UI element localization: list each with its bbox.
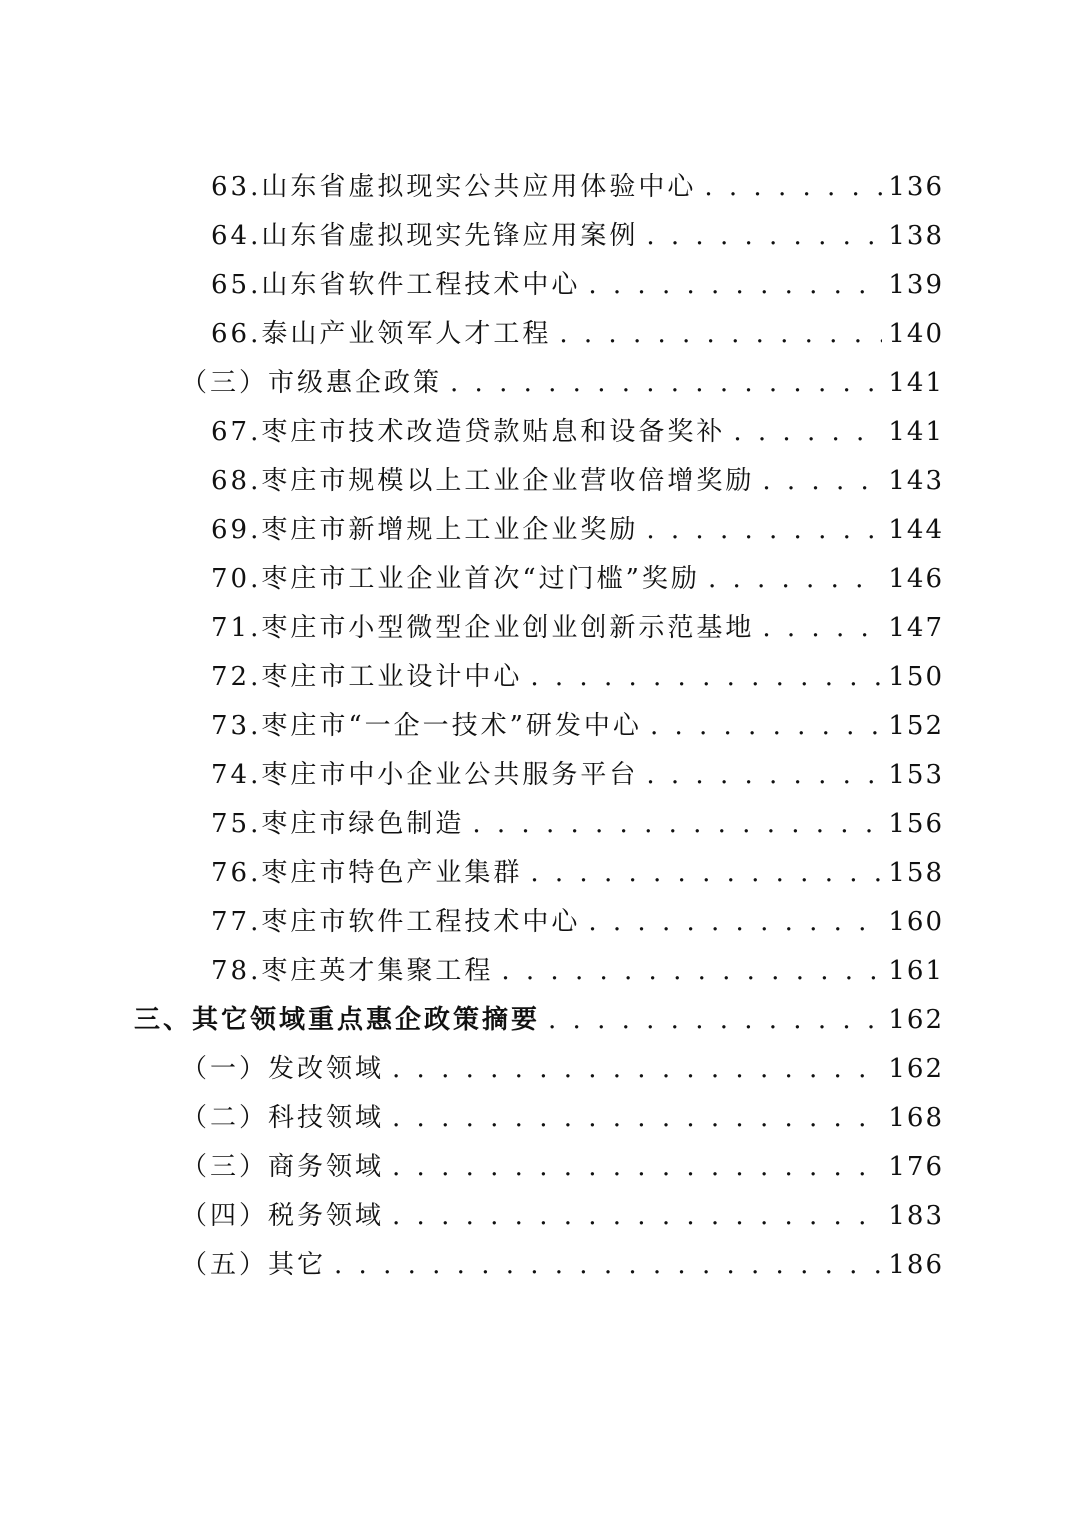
toc-dot-leader: [392, 1143, 882, 1192]
toc-entry[interactable]: [0, 261, 1080, 310]
toc-page-number: 168: [888, 1103, 944, 1133]
toc-entry-title: 63.山东省虚拟现实公共应用体验中心: [211, 172, 697, 202]
toc-dot-leader: [392, 1094, 882, 1143]
toc-entry-title: （五）其它: [181, 1250, 327, 1280]
toc-entry-title: 65.山东省软件工程技术中心: [211, 270, 581, 300]
toc-dot-leader: [588, 898, 882, 947]
toc-page-number: 186: [888, 1250, 944, 1280]
toc-dot-leader: [530, 653, 882, 702]
toc-entry-title: 三、其它领域重点惠企政策摘要: [134, 1005, 541, 1035]
toc-dot-leader: [650, 702, 882, 751]
toc-page-number: 158: [888, 858, 944, 888]
toc-entry-title: 72.枣庄市工业设计中心: [211, 662, 523, 692]
toc-entry[interactable]: [0, 1143, 1080, 1192]
toc-entry-title: 71.枣庄市小型微型企业创业创新示范基地: [211, 613, 755, 643]
toc-dot-leader: [704, 163, 882, 212]
toc-page-number: 136: [888, 172, 944, 202]
toc-entry[interactable]: [0, 947, 1080, 996]
toc-page-number: 176: [888, 1152, 944, 1182]
toc-page-number: 147: [888, 613, 944, 643]
toc-entry[interactable]: [0, 408, 1080, 457]
toc-dot-leader: [762, 604, 882, 653]
toc-page-number: 150: [888, 662, 944, 692]
toc-dot-leader: [334, 1241, 882, 1290]
toc-page-number: 144: [888, 515, 944, 545]
toc-entry-title: （四）税务领域: [181, 1201, 385, 1231]
toc-entry-title: 77.枣庄市软件工程技术中心: [211, 907, 581, 937]
toc-dot-leader: [646, 212, 882, 261]
toc-dot-leader: [392, 1192, 882, 1241]
toc-entry-title: （三）市级惠企政策: [181, 368, 443, 398]
toc-entry[interactable]: [0, 604, 1080, 653]
toc-dot-leader: [588, 261, 882, 310]
toc-entry[interactable]: [0, 163, 1080, 212]
toc-entry[interactable]: [0, 506, 1080, 555]
toc-entry[interactable]: [0, 751, 1080, 800]
toc-entry-title: 64.山东省虚拟现实先锋应用案例: [211, 221, 639, 251]
toc-page-number: 160: [888, 907, 944, 937]
toc-page-number: 162: [888, 1005, 944, 1035]
toc-entry[interactable]: [0, 1241, 1080, 1290]
toc-page-number: 141: [888, 368, 944, 398]
toc-entry[interactable]: [0, 1094, 1080, 1143]
toc-entry-title: 74.枣庄市中小企业公共服务平台: [211, 760, 639, 790]
toc-entry[interactable]: [0, 555, 1080, 604]
toc-dot-leader: [501, 947, 882, 996]
toc-entry[interactable]: [0, 653, 1080, 702]
toc-entry[interactable]: [0, 996, 1080, 1045]
toc-page-number: 183: [888, 1201, 944, 1231]
toc-page-number: 140: [888, 319, 944, 349]
toc-dot-leader: [559, 310, 882, 359]
toc-page-number: 139: [888, 270, 944, 300]
toc-entry[interactable]: [0, 1192, 1080, 1241]
toc-entry-title: 73.枣庄市“一企一技术”研发中心: [211, 711, 642, 741]
toc-entry-title: 68.枣庄市规模以上工业企业营收倍增奖励: [211, 466, 755, 496]
toc-entry[interactable]: [0, 457, 1080, 506]
toc-page-number: 152: [888, 711, 944, 741]
toc-dot-leader: [530, 849, 882, 898]
table-of-contents: [0, 163, 1080, 1290]
toc-entry-title: 78.枣庄英才集聚工程: [211, 956, 494, 986]
toc-entry-title: 76.枣庄市特色产业集群: [211, 858, 523, 888]
toc-dot-leader: [646, 506, 882, 555]
toc-dot-leader: [708, 555, 882, 604]
toc-page-number: 141: [888, 417, 944, 447]
toc-page-number: 161: [888, 956, 944, 986]
toc-entry-title: （一）发改领域: [181, 1054, 385, 1084]
toc-page-number: 162: [888, 1054, 944, 1084]
toc-entry-title: 67.枣庄市技术改造贷款贴息和设备奖补: [211, 417, 726, 447]
toc-page-number: 156: [888, 809, 944, 839]
toc-page-number: 138: [888, 221, 944, 251]
toc-entry-title: 66.泰山产业领军人才工程: [211, 319, 552, 349]
toc-entry[interactable]: [0, 212, 1080, 261]
toc-dot-leader: [472, 800, 882, 849]
toc-dot-leader: [762, 457, 882, 506]
toc-entry[interactable]: [0, 310, 1080, 359]
toc-dot-leader: [548, 996, 882, 1045]
toc-entry[interactable]: [0, 702, 1080, 751]
toc-dot-leader: [450, 359, 882, 408]
toc-entry-title: 70.枣庄市工业企业首次“过门槛”奖励: [211, 564, 700, 594]
toc-entry[interactable]: [0, 849, 1080, 898]
toc-page-number: 153: [888, 760, 944, 790]
toc-dot-leader: [392, 1045, 882, 1094]
toc-entry[interactable]: [0, 1045, 1080, 1094]
toc-dot-leader: [733, 408, 882, 457]
toc-page-number: 143: [888, 466, 944, 496]
toc-entry[interactable]: [0, 800, 1080, 849]
toc-entry[interactable]: [0, 898, 1080, 947]
toc-entry-title: （三）商务领域: [181, 1152, 385, 1182]
toc-entry-title: （二）科技领域: [181, 1103, 385, 1133]
toc-entry[interactable]: [0, 359, 1080, 408]
toc-dot-leader: [646, 751, 882, 800]
toc-entry-title: 69.枣庄市新增规上工业企业奖励: [211, 515, 639, 545]
toc-page-number: 146: [888, 564, 944, 594]
toc-entry-title: 75.枣庄市绿色制造: [211, 809, 465, 839]
